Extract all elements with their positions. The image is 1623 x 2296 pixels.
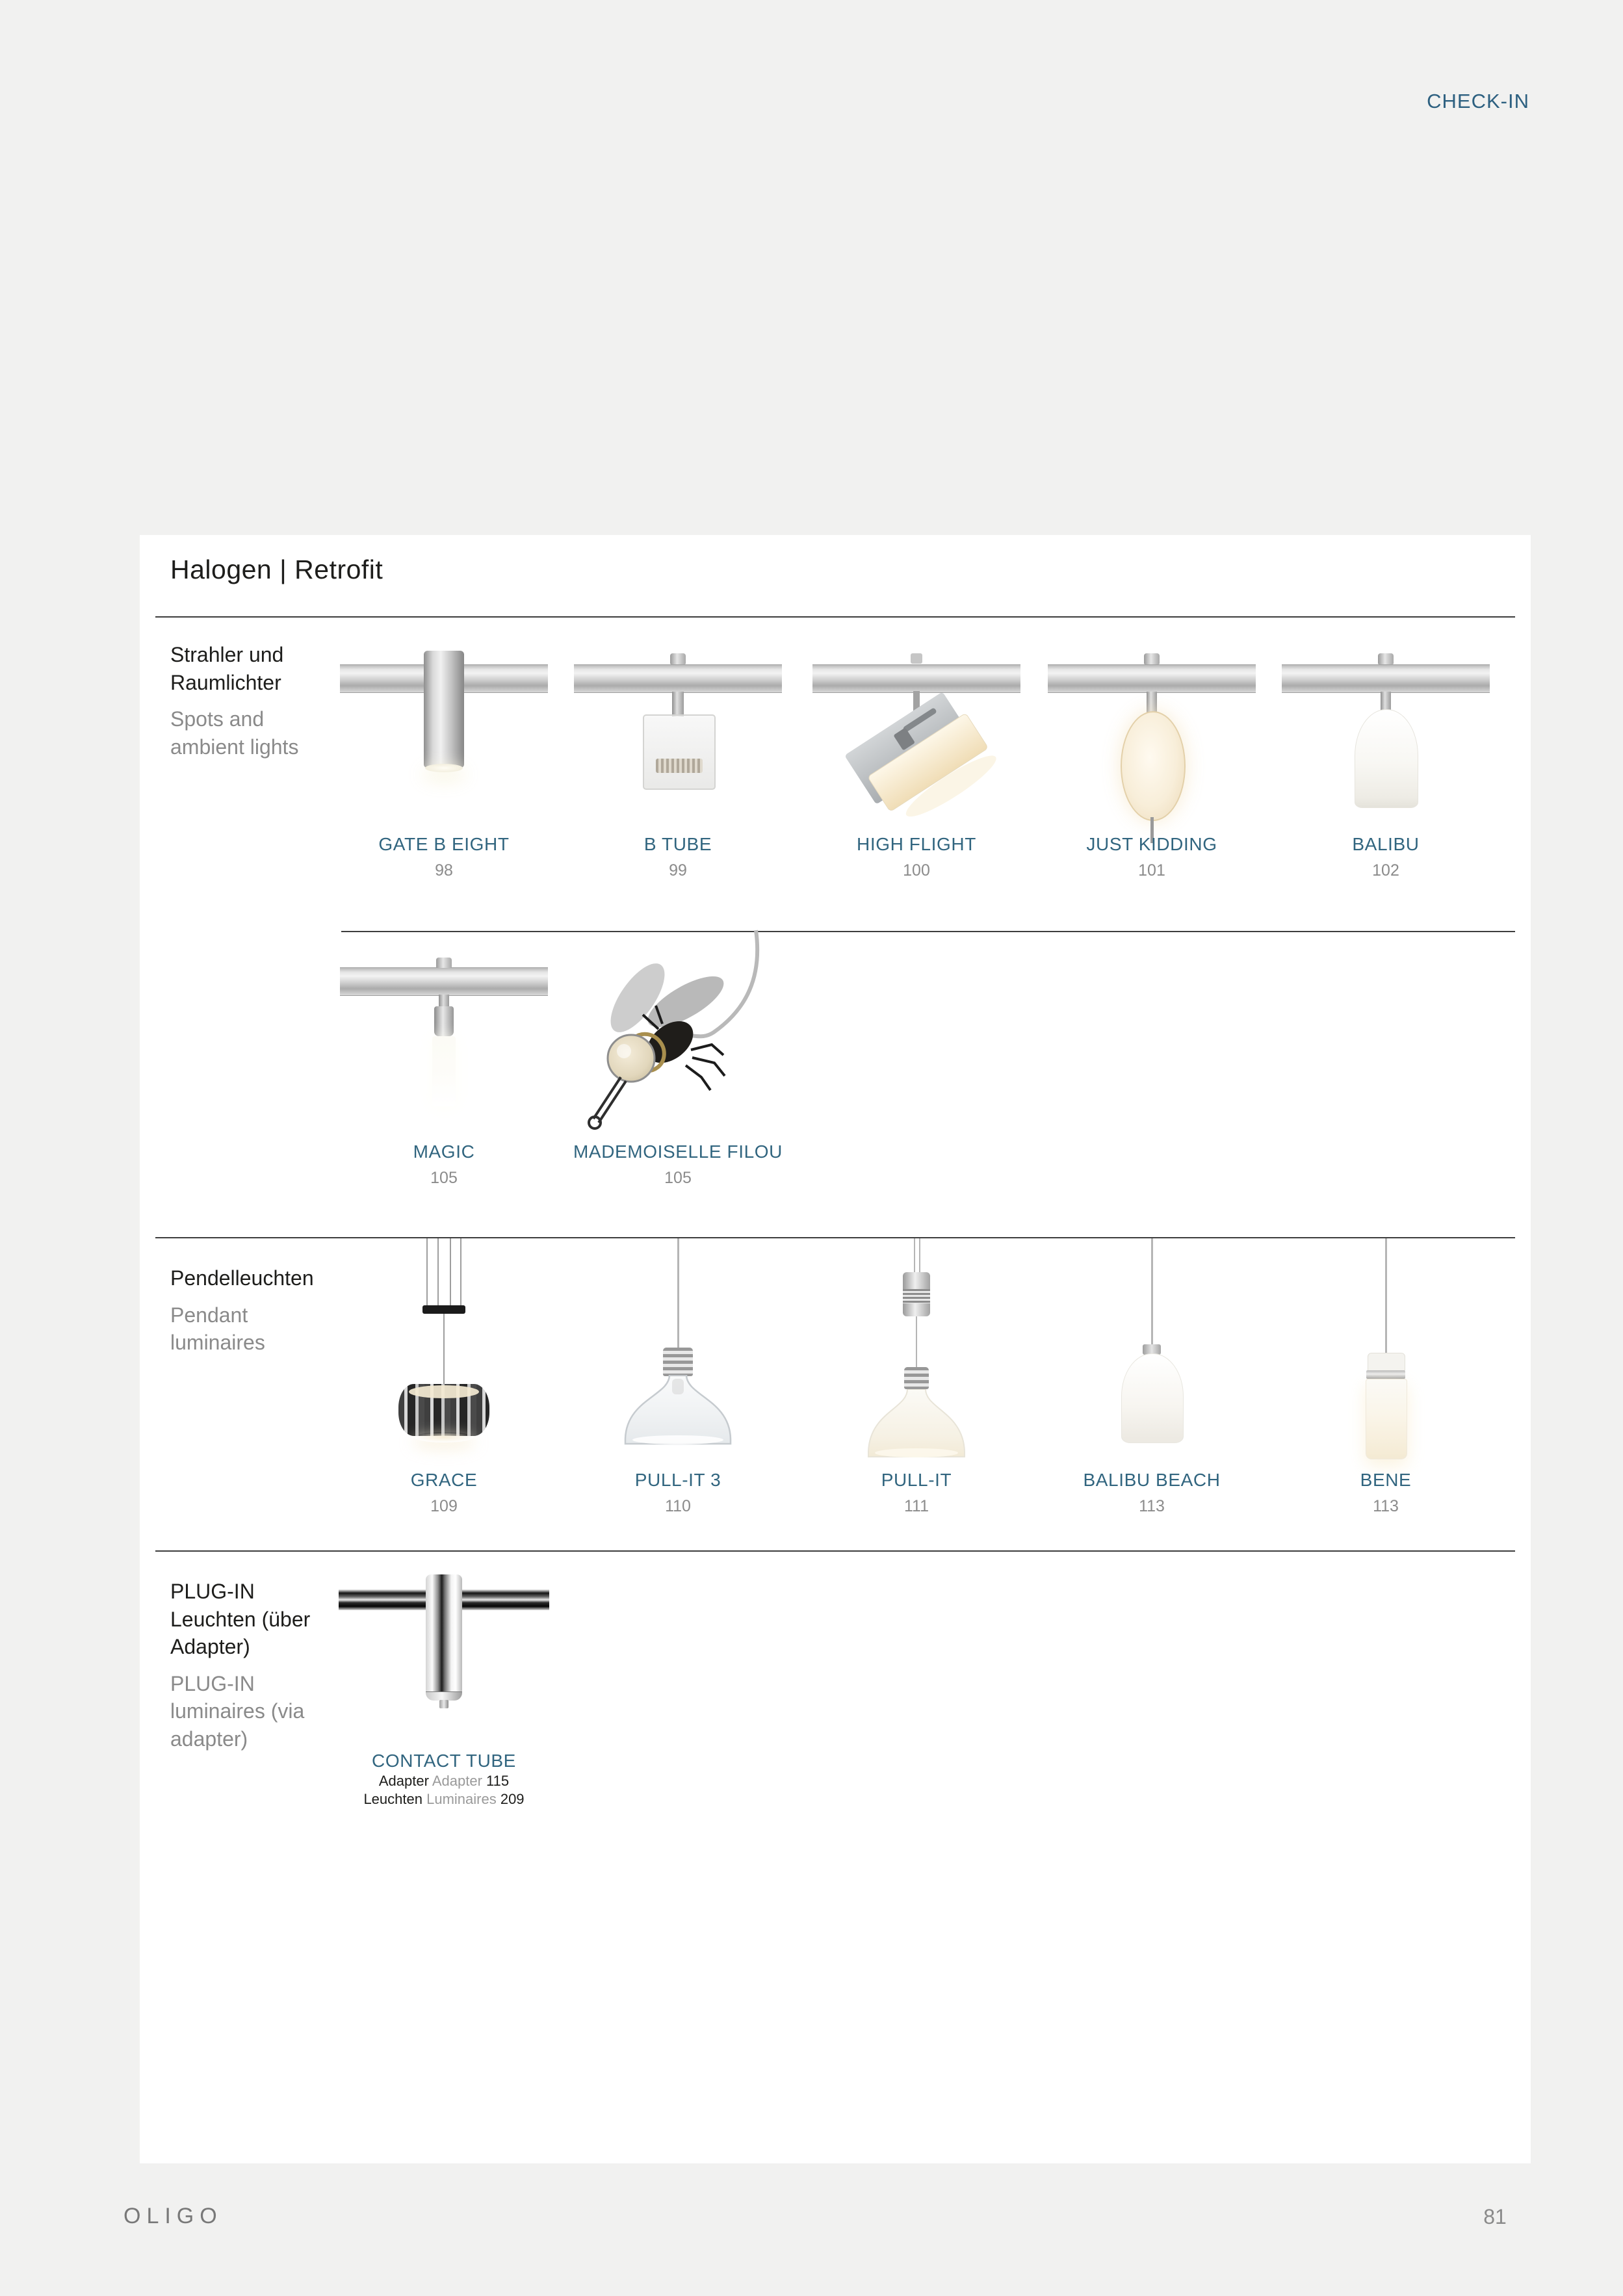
lamp-glow [409, 1385, 479, 1398]
lamp-stem [1381, 692, 1391, 711]
product-name: BENE [1360, 1470, 1412, 1490]
product-page-ref: 101 [1138, 861, 1165, 880]
ref-label-de: Adapter [378, 1773, 429, 1789]
product-image-magic [327, 951, 561, 1159]
cable-clamp [422, 1305, 465, 1314]
product-page-ref: 110 [665, 1497, 691, 1515]
section-title-en: PLUG-IN luminaires (via adapter) [170, 1671, 305, 1751]
product-image-grace [327, 1238, 561, 1472]
reference-line [327, 1772, 561, 1790]
product-page-ref: 105 [430, 1169, 458, 1187]
product-name: PULL-IT [881, 1470, 952, 1490]
section-label-plugin [170, 1578, 330, 1753]
tube-nub [439, 1700, 448, 1708]
pendant-cord [677, 1238, 679, 1348]
suspension-wire [443, 1314, 445, 1384]
product-name: GRACE [410, 1470, 478, 1490]
glass-cylinder [1366, 1379, 1407, 1459]
cable-adapter [903, 1272, 930, 1316]
track-cap [1378, 653, 1394, 664]
lamp-glow [415, 1432, 473, 1442]
product-page-ref: 105 [664, 1169, 692, 1187]
product-image-mademoiselle-filou [561, 925, 795, 1159]
suspension-wire [916, 1316, 917, 1367]
product-name: MADEMOISELLE FILOU [573, 1141, 783, 1162]
pendant-cord [1151, 1238, 1153, 1346]
section-title-de: PLUG-IN Leuchten (über Adapter) [170, 1580, 311, 1659]
product-image-pull-it [799, 1238, 1033, 1472]
track-rail [574, 664, 782, 693]
lamp-glow [425, 764, 463, 772]
track-cap [436, 958, 452, 968]
chrome-tube [426, 1574, 462, 1693]
glowing-tube [432, 1036, 456, 1106]
lamp-stem [1147, 692, 1157, 714]
track-cap [670, 653, 686, 664]
suspension-wire [919, 1238, 920, 1272]
product-page-ref: 113 [1139, 1497, 1165, 1515]
product-page-ref: 98 [435, 861, 453, 880]
product-page-ref: 100 [903, 861, 930, 880]
glass-bell [1355, 709, 1418, 808]
lamp-cap [1368, 1353, 1405, 1371]
product-image-just-kidding [1035, 649, 1269, 844]
product-page-ref: 102 [1372, 861, 1399, 880]
lamp-stem [672, 692, 684, 716]
product-image-b-tube [561, 649, 795, 844]
product-name: JUST KIDDING [1086, 834, 1217, 854]
ref-page: 115 [486, 1773, 510, 1789]
product-page-ref: 113 [1373, 1497, 1399, 1515]
product-name: PULL-IT 3 [634, 1470, 721, 1490]
product-reference-lines [327, 1772, 561, 1808]
suspension-wire [426, 1238, 428, 1307]
section-label-spots [170, 641, 330, 761]
brand-logo: OLIGO [123, 2204, 223, 2228]
header-divider [155, 616, 1515, 618]
suspension-wire [914, 1238, 915, 1272]
suspension-wire [437, 1238, 439, 1307]
ref-label-en: Adapter [432, 1773, 482, 1789]
metal-band [1366, 1370, 1405, 1379]
section-label-pendants [170, 1264, 330, 1357]
chrome-shade [398, 1384, 489, 1436]
section-title-de: Strahler und Raumlichter [170, 643, 284, 694]
adapter-ribs [903, 1289, 930, 1303]
frosted-cone [866, 1389, 967, 1459]
page-number: 81 [1483, 2205, 1507, 2228]
ref-label-en: Luminaires [426, 1791, 497, 1807]
section-title-de: Pendelleuchten [170, 1266, 314, 1290]
glass-bell [1121, 1353, 1184, 1443]
suspension-wire [460, 1238, 461, 1307]
lamp-neck [439, 995, 449, 1008]
product-image-bene [1269, 1238, 1503, 1472]
tube-cap [426, 1691, 462, 1701]
product-image-contact-tube [327, 1572, 561, 1721]
spot-cylinder [424, 651, 464, 768]
track-rail [1282, 664, 1490, 693]
product-image-gate-b-eight [327, 649, 561, 844]
product-page-ref: 99 [669, 861, 687, 880]
lamp-filament [656, 759, 703, 773]
product-image-balibu-beach [1035, 1238, 1269, 1472]
fly-lamp-figure [561, 925, 795, 1159]
section-title-en: Pendant luminaires [170, 1303, 265, 1355]
product-name: B TUBE [643, 834, 712, 854]
page-title: Halogen | Retrofit [170, 554, 383, 584]
content-panel [140, 535, 1531, 2163]
ref-label-de: Leuchten [363, 1791, 422, 1807]
product-name: BALIBU [1352, 834, 1420, 854]
glass-cone [623, 1375, 733, 1446]
product-image-balibu [1269, 649, 1503, 844]
track-rail [1048, 664, 1256, 693]
product-name: MAGIC [413, 1141, 475, 1162]
section-divider [155, 1550, 1515, 1552]
ribbed-socket [904, 1367, 929, 1389]
product-page-ref: 109 [430, 1497, 458, 1515]
product-name: CONTACT TUBE [372, 1751, 516, 1771]
product-image-high-flight [799, 649, 1033, 844]
ribbed-socket [663, 1348, 693, 1376]
reference-line [327, 1790, 561, 1808]
oval-diffuser [1121, 711, 1186, 821]
pendant-cord [1385, 1238, 1387, 1354]
product-name: GATE B EIGHT [378, 834, 510, 854]
suspension-wire [450, 1238, 451, 1307]
product-name: BALIBU BEACH [1083, 1470, 1221, 1490]
lamp-socket [434, 1006, 454, 1036]
track-cap [1144, 653, 1160, 664]
glass-cylinder [643, 714, 716, 790]
product-image-pull-it-3 [561, 1238, 795, 1472]
track-rail [340, 967, 548, 996]
tilted-panel-lamp [799, 649, 1033, 844]
chapter-tab: CHECK-IN [1427, 90, 1529, 112]
product-page-ref: 111 [903, 1497, 929, 1515]
row-divider [341, 931, 1515, 932]
product-name: HIGH FLIGHT [857, 834, 976, 854]
ref-page: 209 [500, 1791, 525, 1807]
section-title-en: Spots and ambient lights [170, 707, 299, 759]
